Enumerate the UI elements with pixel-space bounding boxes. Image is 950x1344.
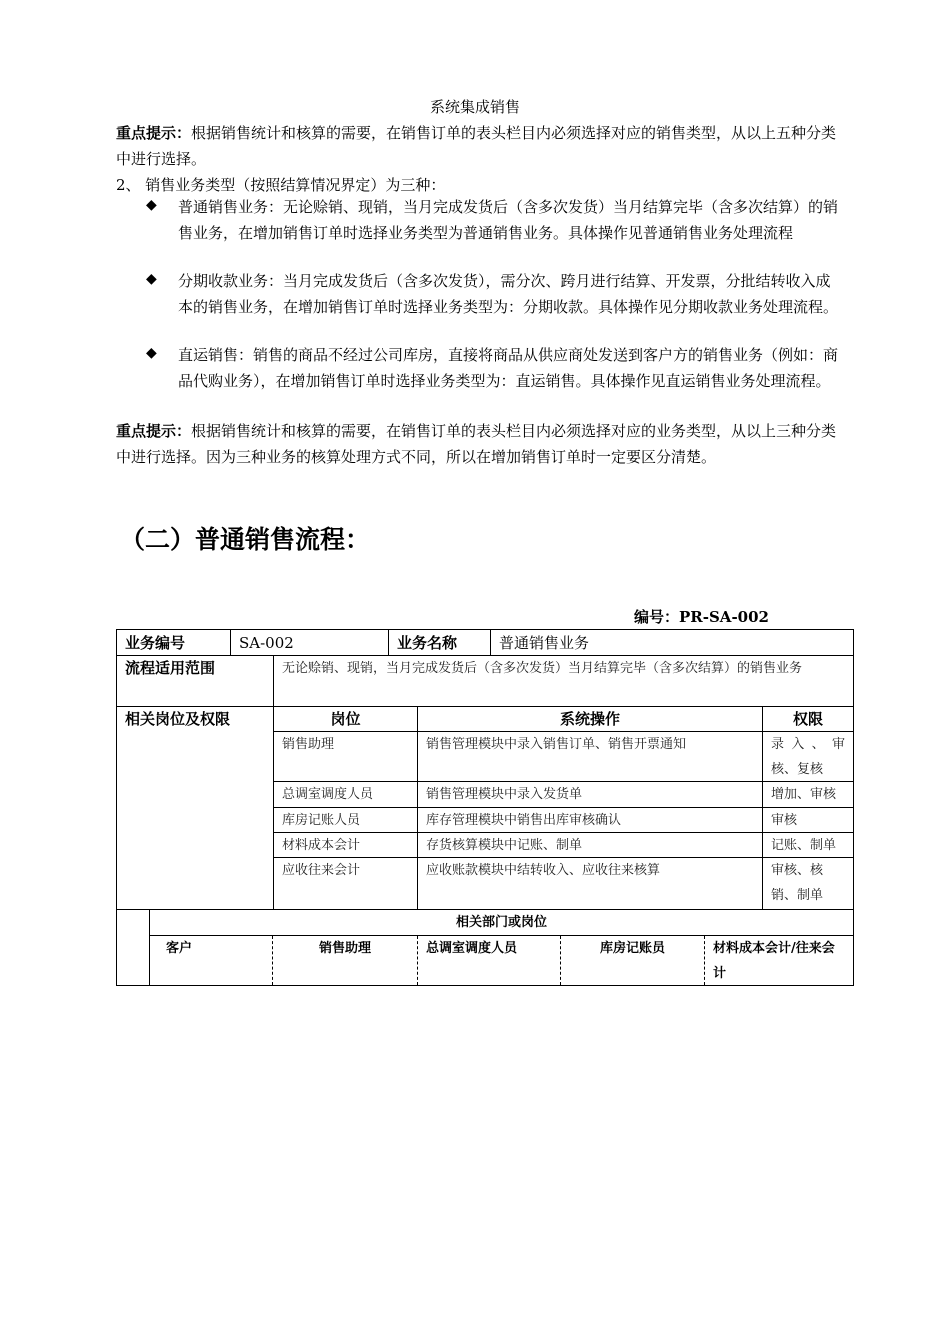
biz-no-value: SA-002 (239, 634, 294, 652)
diamond-bullet-icon: ◆ (146, 271, 157, 287)
table-row-post: 总调室调度人员 (282, 787, 374, 802)
col-permission: 权限 (792, 710, 823, 728)
table-row-permission: 记账、制单 (771, 838, 837, 853)
dept-customer: 客户 (166, 941, 193, 956)
table-row-permission: 增加、审核 (771, 787, 837, 802)
bullet-text-1: 普通销售业务：无论赊销、现销，当月完成发货后（含多次发货）当月结算完毕（含多次结算）的销售业务，在增加销售订单时选择业务类型为普通销售业务。具体操作见普通销售业务处理流程 (178, 198, 839, 242)
section-heading: （二）普通销售流程： (120, 525, 371, 554)
diamond-bullet-icon: ◆ (146, 197, 157, 213)
tip-text: 根据销售统计和核算的需要，在销售订单的表头栏目内必须选择对应的业务类型，从以上三种分类中进行选择。因为三种业务的核算处理方式不同，所以在增加销售订单时一定要区分清楚。 (116, 422, 837, 466)
table-row-post: 应收往来会计 (282, 863, 361, 878)
table-row-operation: 应收账款模块中结转收入、应收往来核算 (426, 863, 661, 878)
dept-header: 相关部门或岗位 (455, 915, 547, 930)
roles-label: 相关岗位及权限 (125, 710, 231, 728)
scope-value: 无论赊销、现销，当月完成发货后（含多次发货）当月结算完毕（含多次结算）的销售业务 (282, 661, 803, 676)
col-operation: 系统操作 (559, 710, 620, 728)
page-title: 系统集成销售 (429, 98, 520, 116)
scope-label: 流程适用范围 (125, 659, 216, 677)
table-row-permission: 审核、核销、制单 (771, 863, 824, 903)
bullet-text-2: 分期收款业务：当月完成发货后（含多次发货），需分次、跨月进行结算、开发票，分批结转收入成本的销售业务，在增加销售订单时选择业务类型为：分期收款。具体操作见分期收款业务处理流程。 (178, 272, 839, 316)
tip-text: 根据销售统计和核算的需要，在销售订单的表头栏目内必须选择对应的销售类型，从以上五种分类中进行选择。 (116, 124, 837, 168)
table-row-operation: 库存管理模块中销售出库审核确认 (426, 813, 622, 828)
table-row-post: 材料成本会计 (282, 838, 361, 853)
dept-warehouse-clerk: 库房记账员 (599, 941, 665, 956)
biz-no-label: 业务编号 (125, 634, 186, 652)
table-row-operation: 销售管理模块中录入销售订单、销售开票通知 (426, 737, 687, 752)
tip-paragraph-1 (116, 120, 844, 172)
biz-name-label: 业务名称 (397, 634, 458, 652)
table-row-post: 库房记账人员 (282, 813, 361, 828)
dept-cost-accountant: 材料成本会计/往来会计 (713, 941, 835, 981)
process-code: 编号：PR-SA-002 (634, 608, 769, 626)
dept-dispatcher: 总调室调度人员 (426, 941, 518, 956)
tip-paragraph-2 (116, 418, 844, 470)
tip-label: 重点提示： (116, 124, 192, 142)
col-post: 岗位 (330, 710, 361, 728)
table-row-post: 销售助理 (282, 737, 335, 752)
table-row-operation: 存货核算模块中记账、制单 (426, 838, 583, 853)
table-row-operation: 销售管理模块中录入发货单 (426, 787, 583, 802)
biz-name-value: 普通销售业务 (499, 634, 590, 652)
bullet-text-3: 直运销售：销售的商品不经过公司库房，直接将商品从供应商处发送到客户方的销售业务（例如：商品代购业务），在增加销售订单时选择业务类型为：直运销售。具体操作见直运销售业务处理流程。 (178, 346, 839, 390)
tip-label: 重点提示： (116, 422, 192, 440)
dept-sales-assistant: 销售助理 (318, 941, 371, 956)
table-row-permission: 审核 (771, 813, 798, 828)
table-row-permission: 录入、审核、复核 (771, 737, 845, 777)
diamond-bullet-icon: ◆ (146, 345, 157, 361)
item-2: 2、 销售业务类型（按照结算情况界定）为三种： (116, 176, 446, 194)
